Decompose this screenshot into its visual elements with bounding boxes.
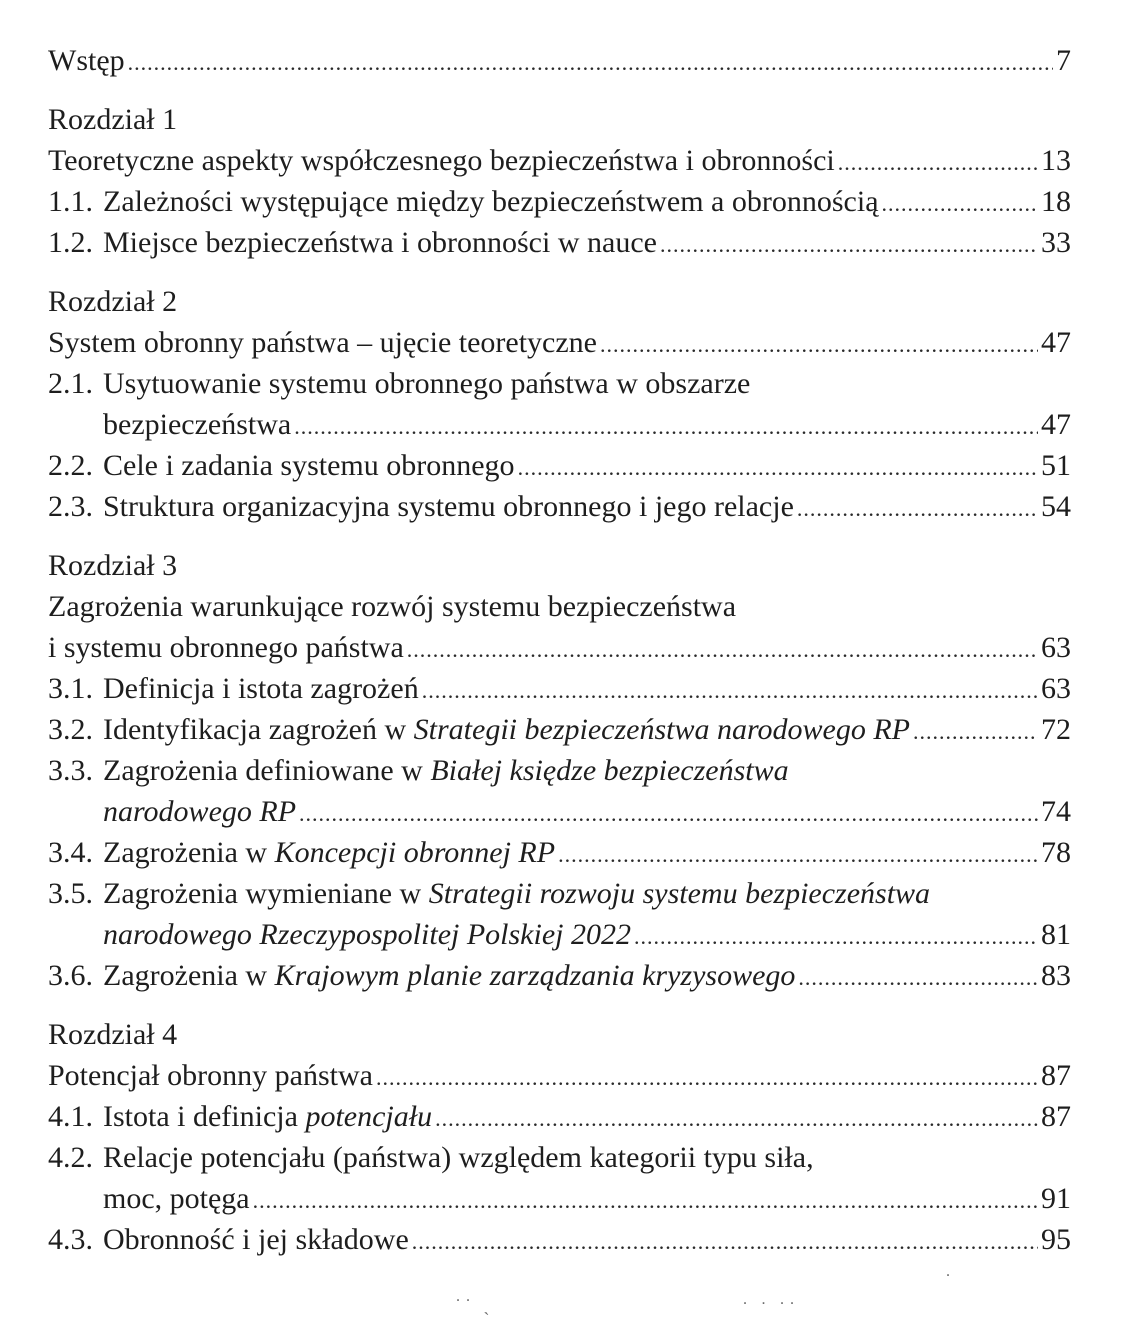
section-number: 2.1.	[48, 367, 93, 400]
toc-page-number: 54	[1041, 490, 1071, 523]
toc-page-number: 13	[1041, 144, 1071, 177]
section-number: 2.3.	[48, 490, 93, 523]
toc-entry-title: Zagrożenia warunkujące rozwój systemu bezpieczeństwa	[48, 590, 737, 623]
italic-title: Strategii bezpieczeństwa narodowego RP	[413, 713, 911, 746]
dot-leader	[407, 629, 1038, 670]
dot-leader	[422, 670, 1038, 711]
toc-entry-4-3[interactable]	[48, 1219, 1071, 1260]
scan-speckle: ˙ ˙ ˙˙	[742, 1298, 799, 1318]
chapter-label: Rozdział 3	[48, 549, 178, 582]
section-number: 4.2.	[48, 1141, 93, 1174]
toc-page-number: 74	[1041, 795, 1071, 828]
toc-entry-2-1-continued[interactable]	[48, 404, 1071, 445]
toc-entry-title: Wstęp	[48, 44, 125, 77]
section-number: 3.5.	[48, 877, 93, 910]
toc-entry-4-2-continued[interactable]	[48, 1178, 1071, 1219]
section-number: 1.2.	[48, 226, 93, 259]
scan-speckle: ˙	[945, 1270, 955, 1290]
toc-entry-title: Identyfikacja zagrożeń w Strategii bezpieczeństwa narodowego RP	[103, 713, 911, 746]
toc-entry-3-1[interactable]	[48, 668, 1071, 709]
section-number: 3.4.	[48, 836, 93, 869]
toc-page-number: 78	[1041, 836, 1071, 869]
toc-page-number: 7	[1056, 44, 1071, 77]
toc-entry-title: Zagrożenia definiowane w Białej księdze bezpieczeństwa	[103, 754, 789, 787]
toc-entry-title: System obronny państwa – ujęcie teoretyczne	[48, 326, 597, 359]
toc-entry-3-3-continued[interactable]	[48, 791, 1071, 832]
italic-title: Strategii rozwoju systemu bezpieczeństwa	[428, 877, 931, 910]
toc-page-number: 91	[1041, 1182, 1071, 1215]
toc-entry-title: Potencjał obronny państwa	[48, 1059, 373, 1092]
dot-leader	[376, 1057, 1038, 1098]
toc-entry-title: Zależności występujące między bezpieczeństwem a obronnością	[103, 185, 879, 218]
toc-entry-title: moc, potęga	[103, 1182, 250, 1215]
toc-page-number: 95	[1041, 1223, 1071, 1256]
section-number: 2.2.	[48, 449, 93, 482]
chapter-label: Rozdział 4	[48, 1018, 178, 1051]
toc-entry-1-2[interactable]	[48, 222, 1071, 263]
toc-entry-title: Struktura organizacyjna systemu obronnego i jego relacje	[103, 490, 794, 523]
toc-entry-2-1[interactable]	[48, 363, 1071, 404]
chapter-label: Rozdział 1	[48, 103, 178, 136]
toc-page-number: 87	[1041, 1100, 1071, 1133]
toc-entry-intro[interactable]	[48, 40, 1071, 81]
toc-page-number: 33	[1041, 226, 1071, 259]
toc-page-number: 47	[1041, 326, 1071, 359]
toc-entry-1-1[interactable]	[48, 181, 1071, 222]
toc-page-number: 18	[1041, 185, 1071, 218]
toc-entry-4-2[interactable]	[48, 1137, 1071, 1178]
dot-leader	[660, 224, 1038, 265]
toc-entry-title: Zagrożenia w Koncepcji obronnej RP	[103, 836, 556, 869]
dot-leader	[518, 447, 1038, 488]
toc-page-number: 63	[1041, 631, 1071, 664]
section-number: 3.6.	[48, 959, 93, 992]
toc-page-number: 72	[1041, 713, 1071, 746]
dot-leader	[128, 42, 1053, 83]
dot-leader	[913, 711, 1038, 752]
section-number: 3.3.	[48, 754, 93, 787]
section-number: 3.1.	[48, 672, 93, 705]
toc-entry-chapter-2[interactable]	[48, 322, 1071, 363]
italic-title: Krajowym planie zarządzania kryzysowego	[274, 959, 796, 992]
section-number: 3.2.	[48, 713, 93, 746]
toc-page-number: 63	[1041, 672, 1071, 705]
dot-leader	[299, 793, 1038, 834]
toc-entry-title: Zagrożenia w Krajowym planie zarządzania kryzysowego	[103, 959, 796, 992]
toc-entry-3-5-continued[interactable]	[48, 914, 1071, 955]
toc-entry-title: Usytuowanie systemu obronnego państwa w obszarze	[103, 367, 751, 400]
dot-leader	[882, 183, 1038, 224]
section-number: 4.1.	[48, 1100, 93, 1133]
dot-leader	[600, 324, 1038, 365]
toc-entry-3-6[interactable]	[48, 955, 1071, 996]
dot-leader	[838, 142, 1038, 183]
dot-leader	[412, 1221, 1038, 1262]
dot-leader	[634, 916, 1038, 957]
toc-entry-title: Miejsce bezpieczeństwa i obronności w nauce	[103, 226, 657, 259]
italic-title: narodowego RP	[103, 795, 297, 828]
section-number: 1.1.	[48, 185, 93, 218]
toc-entry-3-2[interactable]	[48, 709, 1071, 750]
toc-entry-2-3[interactable]	[48, 486, 1071, 527]
italic-title: potencjału	[305, 1100, 433, 1133]
toc-page-number: 47	[1041, 408, 1071, 441]
dot-leader	[294, 406, 1038, 447]
table-of-contents	[48, 40, 1071, 1260]
scan-speckle: ˙˙ ˎ	[455, 1295, 494, 1315]
toc-entry-title	[103, 914, 631, 955]
section-number: 4.3.	[48, 1223, 93, 1256]
dot-leader	[558, 834, 1038, 875]
toc-entry-chapter-4[interactable]	[48, 1055, 1071, 1096]
toc-entry-3-5[interactable]	[48, 873, 1071, 914]
italic-title: Koncepcji obronnej RP	[274, 836, 556, 869]
toc-entry-chapter-1[interactable]	[48, 140, 1071, 181]
toc-page-number: 51	[1041, 449, 1071, 482]
toc-entry-title: i systemu obronnego państwa	[48, 631, 404, 664]
toc-entry-3-3[interactable]	[48, 750, 1071, 791]
toc-entry-title: Cele i zadania systemu obronnego	[103, 449, 515, 482]
toc-entry-3-4[interactable]	[48, 832, 1071, 873]
toc-entry-title: Obronność i jej składowe	[103, 1223, 409, 1256]
dot-leader	[798, 957, 1038, 998]
toc-page-number: 83	[1041, 959, 1071, 992]
dot-leader	[435, 1098, 1038, 1139]
toc-entry-title: Relacje potencjału (państwa) względem kategorii typu siła,	[103, 1141, 814, 1174]
dot-leader	[797, 488, 1038, 529]
toc-page-number: 81	[1041, 918, 1071, 951]
toc-entry-2-2[interactable]	[48, 445, 1071, 486]
chapter-label: Rozdział 2	[48, 285, 178, 318]
toc-entry-title: Teoretyczne aspekty współczesnego bezpieczeństwa i obronności	[48, 144, 835, 177]
italic-title: narodowego Rzeczypospolitej Polskiej 2022	[103, 918, 631, 951]
dot-leader	[253, 1180, 1038, 1221]
toc-entry-title: bezpieczeństwa	[103, 408, 292, 441]
italic-title: Białej księdze bezpieczeństwa	[430, 754, 789, 787]
toc-entry-title: Definicja i istota zagrożeń	[103, 672, 419, 705]
toc-entry-title	[103, 791, 296, 832]
toc-entry-title: Istota i definicja potencjału	[103, 1100, 433, 1133]
toc-entry-4-1[interactable]	[48, 1096, 1071, 1137]
toc-entry-chapter-3-continued[interactable]	[48, 627, 1071, 668]
toc-page-number: 87	[1041, 1059, 1071, 1092]
toc-entry-chapter-3[interactable]	[48, 586, 1071, 627]
toc-entry-title: Zagrożenia wymieniane w Strategii rozwoju systemu bezpieczeństwa	[103, 877, 931, 910]
